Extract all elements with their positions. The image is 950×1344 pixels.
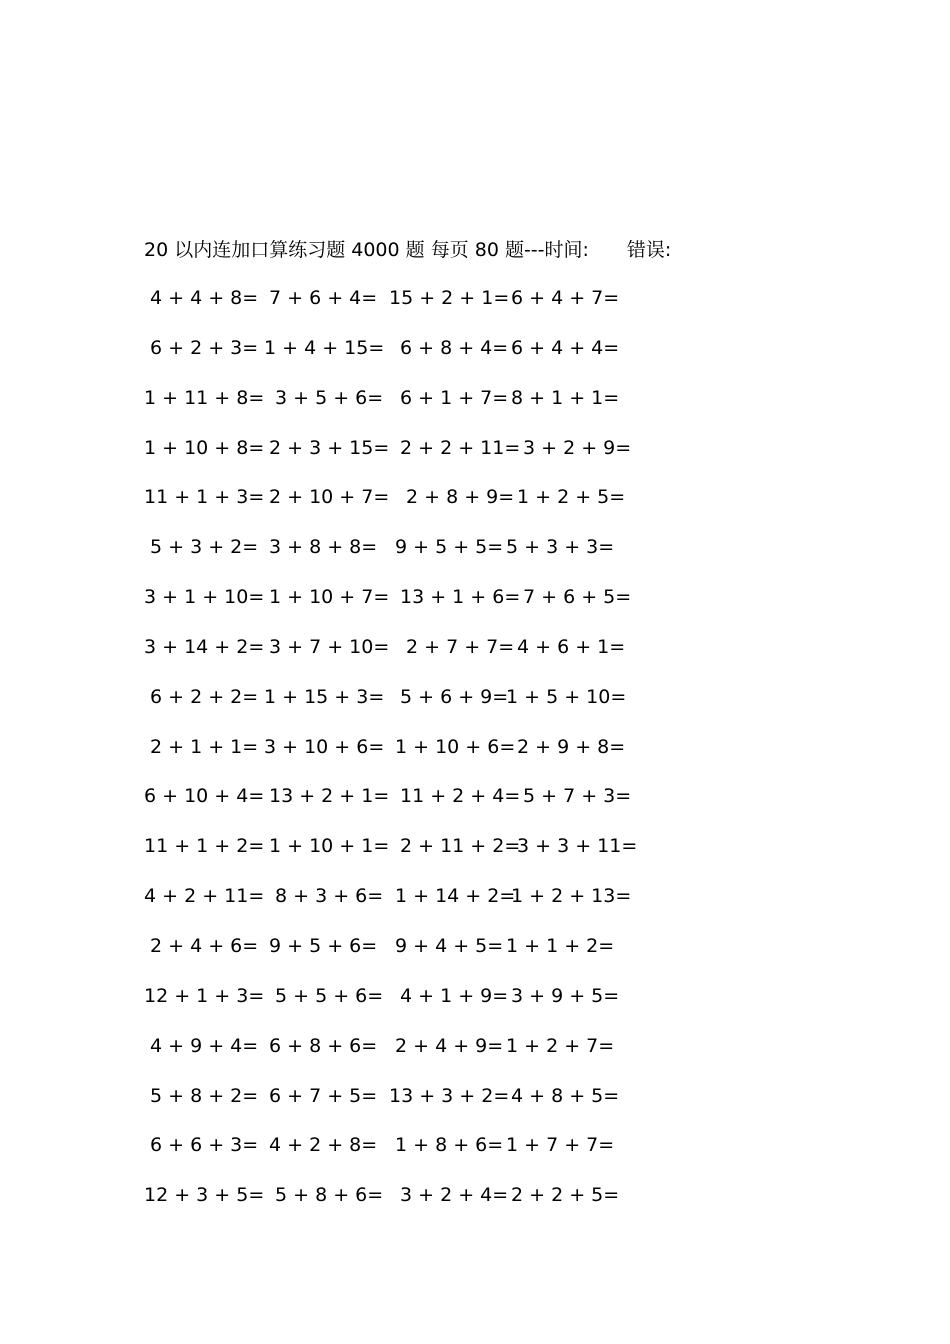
problem-item: 6 + 4 + 7= <box>511 287 620 309</box>
problem-item: 6 + 6 + 3= <box>150 1134 259 1157</box>
problem-item: 1 + 10 + 1= <box>269 835 390 858</box>
problem-item: 4 + 1 + 9= <box>400 984 509 1007</box>
problem-item: 3 + 2 + 4= <box>400 1184 509 1207</box>
problem-item: 2 + 7 + 7= <box>406 635 515 658</box>
problem-item: 1 + 2 + 5= <box>517 486 626 509</box>
problem-item: 6 + 1 + 7= <box>400 386 509 409</box>
problem-item: 11 + 2 + 4= <box>400 785 521 808</box>
problem-item: 6 + 2 + 2= <box>150 685 259 708</box>
problem-item: 8 + 3 + 6= <box>275 885 384 908</box>
problem-item: 4 + 4 + 8= <box>150 287 259 309</box>
problem-item: 1 + 5 + 10= <box>506 685 627 708</box>
problem-item: 5 + 8 + 6= <box>275 1184 384 1207</box>
problem-item: 1 + 10 + 6= <box>395 735 516 758</box>
worksheet-title: 20 以内连加口算练习题 4000 题 每页 80 题---时间: <box>144 239 589 261</box>
problem-item: 6 + 7 + 5= <box>269 1084 378 1107</box>
problem-item: 9 + 5 + 5= <box>395 536 504 559</box>
problem-item: 1 + 8 + 6= <box>395 1134 504 1157</box>
problem-item: 2 + 9 + 8= <box>517 735 626 758</box>
problem-item: 2 + 4 + 9= <box>395 1034 504 1057</box>
problem-item: 5 + 3 + 3= <box>506 536 615 559</box>
problem-item: 9 + 4 + 5= <box>395 934 504 957</box>
problem-item: 9 + 5 + 6= <box>269 934 378 957</box>
problem-item: 1 + 10 + 7= <box>269 586 390 609</box>
problem-item: 2 + 11 + 2= <box>400 835 521 858</box>
problem-item: 11 + 1 + 2= <box>144 835 265 858</box>
problem-item: 5 + 6 + 9= <box>400 685 509 708</box>
problem-item: 5 + 7 + 3= <box>523 785 632 808</box>
problem-item: 5 + 3 + 2= <box>150 536 259 559</box>
problem-item: 11 + 1 + 3= <box>144 486 265 509</box>
problem-item: 2 + 2 + 11= <box>400 436 521 459</box>
problem-grid <box>144 284 664 1231</box>
problem-item: 1 + 4 + 15= <box>264 336 385 359</box>
problem-item: 3 + 14 + 2= <box>144 635 265 658</box>
problem-item: 4 + 9 + 4= <box>150 1034 259 1057</box>
problem-item: 1 + 14 + 2= <box>395 885 516 908</box>
problem-item: 3 + 10 + 6= <box>264 735 385 758</box>
problem-item: 6 + 4 + 4= <box>511 336 620 359</box>
problem-item: 6 + 10 + 4= <box>144 785 265 808</box>
problem-item: 6 + 2 + 3= <box>150 336 259 359</box>
problem-item: 4 + 2 + 8= <box>269 1134 378 1157</box>
problem-item: 2 + 2 + 5= <box>511 1184 620 1207</box>
problem-item: 4 + 6 + 1= <box>517 635 626 658</box>
problem-item: 4 + 8 + 5= <box>511 1084 620 1107</box>
problem-item: 1 + 15 + 3= <box>264 685 385 708</box>
problem-item: 13 + 1 + 6= <box>400 586 521 609</box>
problem-item: 6 + 8 + 4= <box>400 336 509 359</box>
problem-item: 3 + 9 + 5= <box>511 984 620 1007</box>
problem-item: 2 + 10 + 7= <box>269 486 390 509</box>
problem-item: 1 + 10 + 8= <box>144 436 265 459</box>
problem-item: 15 + 2 + 1= <box>389 287 510 309</box>
problem-item: 8 + 1 + 1= <box>511 386 620 409</box>
problem-item: 3 + 5 + 6= <box>275 386 384 409</box>
problem-item: 1 + 2 + 13= <box>511 885 632 908</box>
problem-item: 3 + 8 + 8= <box>269 536 378 559</box>
problem-item: 2 + 4 + 6= <box>150 934 259 957</box>
problem-item: 3 + 7 + 10= <box>269 635 390 658</box>
problem-item: 2 + 1 + 1= <box>150 735 259 758</box>
problem-item: 1 + 11 + 8= <box>144 386 265 409</box>
problem-item: 6 + 8 + 6= <box>269 1034 378 1057</box>
problem-item: 5 + 5 + 6= <box>275 984 384 1007</box>
problem-item: 3 + 2 + 9= <box>523 436 632 459</box>
problem-item: 12 + 1 + 3= <box>144 984 265 1007</box>
problem-item: 1 + 7 + 7= <box>506 1134 615 1157</box>
problem-item: 12 + 3 + 5= <box>144 1184 265 1207</box>
problem-item: 7 + 6 + 5= <box>523 586 632 609</box>
errors-label: 错误: <box>626 239 672 261</box>
problem-item: 7 + 6 + 4= <box>269 287 378 309</box>
problem-item: 1 + 1 + 2= <box>506 934 615 957</box>
problem-item: 2 + 8 + 9= <box>406 486 515 509</box>
problem-item: 1 + 2 + 7= <box>506 1034 615 1057</box>
problem-item: 4 + 2 + 11= <box>144 885 265 908</box>
worksheet-header <box>144 236 671 264</box>
problem-item: 13 + 3 + 2= <box>389 1084 510 1107</box>
problem-item: 2 + 3 + 15= <box>269 436 390 459</box>
problem-item: 3 + 3 + 11= <box>517 835 638 858</box>
problem-item: 13 + 2 + 1= <box>269 785 390 808</box>
problem-item: 3 + 1 + 10= <box>144 586 265 609</box>
problem-item: 5 + 8 + 2= <box>150 1084 259 1107</box>
